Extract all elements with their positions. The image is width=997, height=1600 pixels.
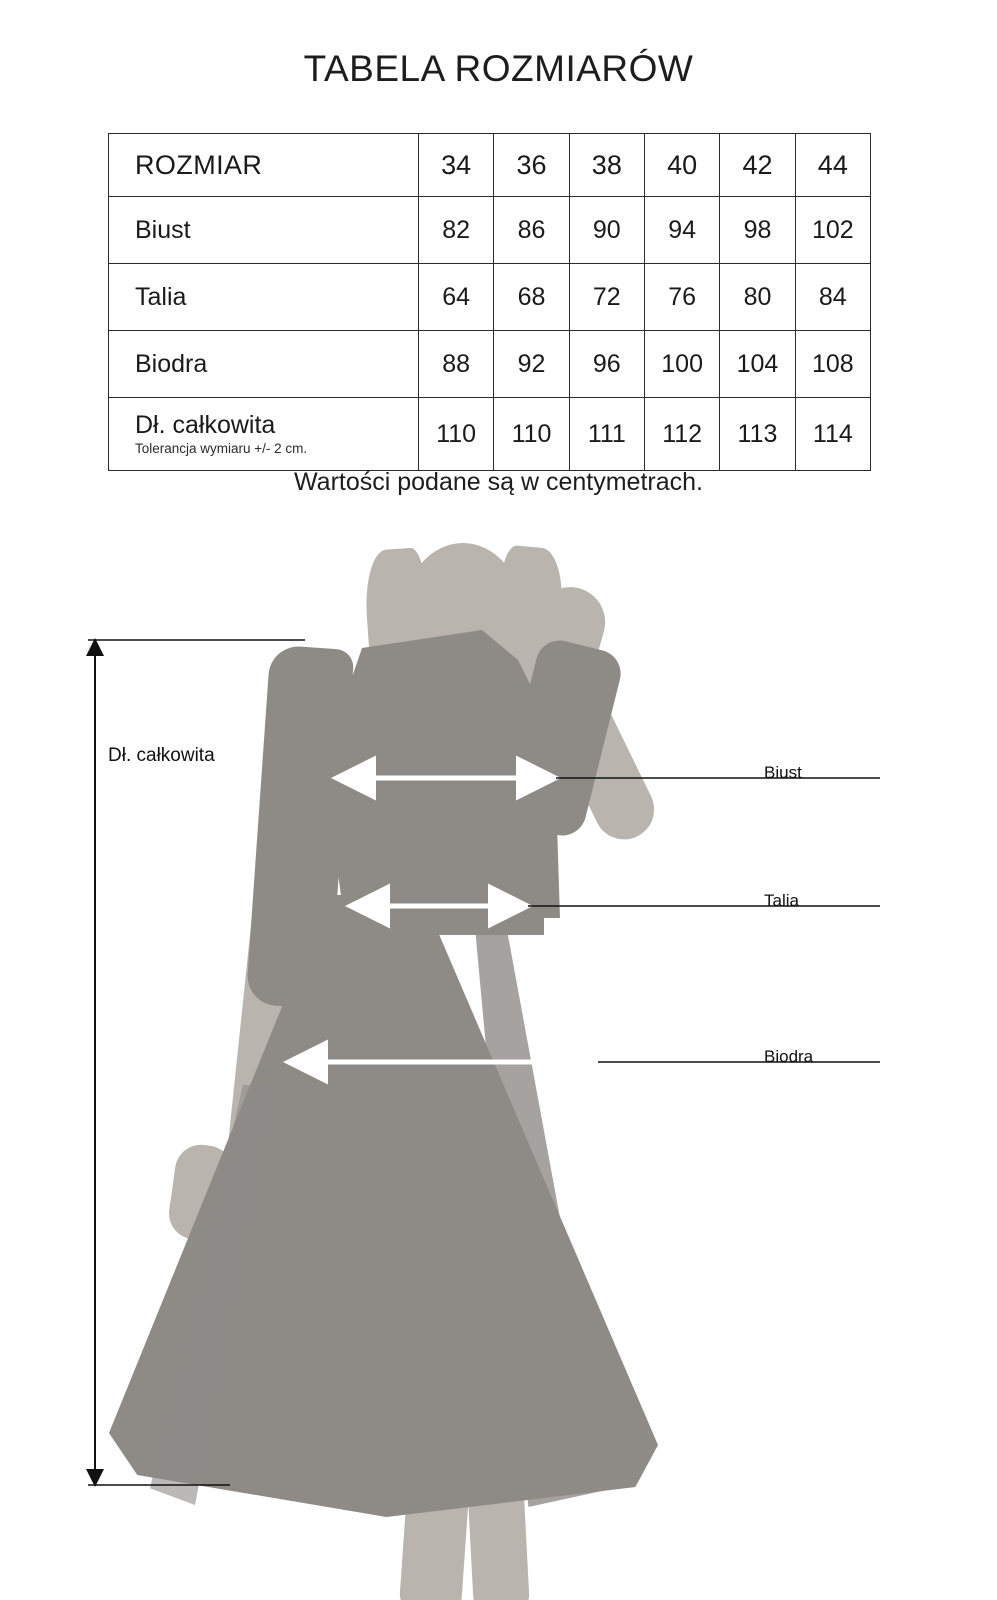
- table-row: [109, 331, 871, 398]
- size-table: [108, 133, 871, 471]
- unit-note: Wartości podane są w centymetrach.: [294, 468, 703, 496]
- cell-length-40: 112: [644, 398, 719, 471]
- measurement-diagram: [0, 525, 997, 1600]
- table-header-row: [109, 134, 871, 197]
- cell-length-42: 113: [720, 398, 795, 471]
- size-table-container: [108, 133, 871, 471]
- table-row: [109, 264, 871, 331]
- cell-waist-34: 64: [419, 264, 494, 331]
- cell-waist-42: 80: [720, 264, 795, 331]
- cell-length-44: 114: [795, 398, 870, 471]
- cell-bust-40: 94: [644, 197, 719, 264]
- row-label-hips: Biodra: [109, 331, 419, 398]
- table-header-size-34: 34: [419, 134, 494, 197]
- cell-waist-38: 72: [569, 264, 644, 331]
- cell-length-34: 110: [419, 398, 494, 471]
- row-label-total-length-text: Dł. całkowita: [135, 410, 276, 439]
- cell-length-36: 110: [494, 398, 569, 471]
- table-header-size-40: 40: [644, 134, 719, 197]
- cell-hips-36: 92: [494, 331, 569, 398]
- row-label-waist: Talia: [109, 264, 419, 331]
- tolerance-note: Tolerancja wymiaru +/- 2 cm.: [135, 441, 308, 457]
- table-header-size-44: 44: [795, 134, 870, 197]
- table-header-size-36: 36: [494, 134, 569, 197]
- cell-hips-40: 100: [644, 331, 719, 398]
- measurement-overlay: [0, 525, 997, 1600]
- label-waist: Talia: [764, 891, 799, 910]
- row-label-total-length: [109, 398, 419, 471]
- table-header-size-38: 38: [569, 134, 644, 197]
- label-hips: Biodra: [764, 1047, 814, 1066]
- table-header-size-42: 42: [720, 134, 795, 197]
- cell-length-38: 111: [569, 398, 644, 471]
- page-title: TABELA ROZMIARÓW: [303, 48, 694, 89]
- table-row: [109, 197, 871, 264]
- cell-waist-40: 76: [644, 264, 719, 331]
- cell-waist-44: 84: [795, 264, 870, 331]
- cell-bust-38: 90: [569, 197, 644, 264]
- cell-bust-34: 82: [419, 197, 494, 264]
- table-row: [109, 398, 871, 471]
- label-bust: Biust: [764, 763, 802, 782]
- cell-bust-44: 102: [795, 197, 870, 264]
- table-header-label: ROZMIAR: [109, 134, 419, 197]
- label-total-length: Dł. całkowita: [108, 745, 215, 766]
- cell-hips-34: 88: [419, 331, 494, 398]
- cell-waist-36: 68: [494, 264, 569, 331]
- cell-hips-38: 96: [569, 331, 644, 398]
- row-label-bust: Biust: [109, 197, 419, 264]
- cell-hips-42: 104: [720, 331, 795, 398]
- cell-bust-42: 98: [720, 197, 795, 264]
- cell-bust-36: 86: [494, 197, 569, 264]
- cell-hips-44: 108: [795, 331, 870, 398]
